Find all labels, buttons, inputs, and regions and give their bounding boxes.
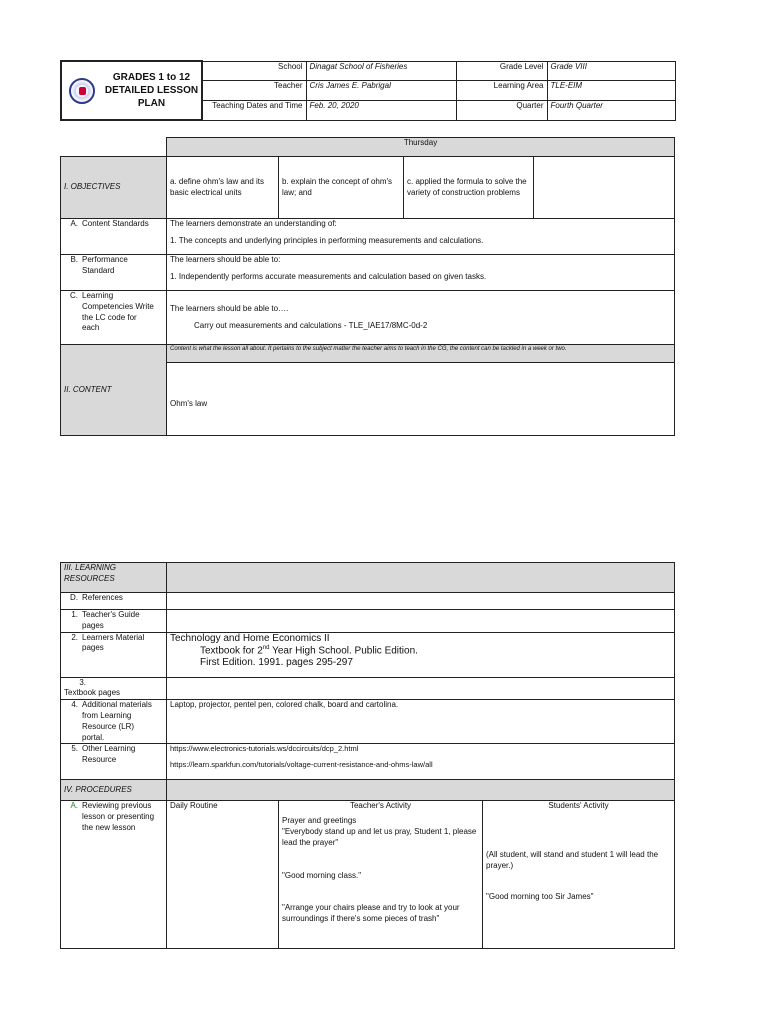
competencies-num: C. [70, 291, 78, 300]
content-note: Content is what the lesson all about. It pertains to the subject matter the teacher aims to teach in the CG, the content can be tackled in a week or two. [167, 345, 675, 363]
am-num: 4. [71, 700, 78, 710]
objective-c: c. applied the formula to solve the variety of construction problems [404, 157, 534, 219]
school-value: Dinagat School of Fisheries [306, 61, 456, 81]
grade-value: Grade VIII [547, 61, 675, 81]
am-label: Additional materials from Learning Resource (LR) portal. [82, 700, 152, 742]
competencies-value [167, 291, 675, 345]
area-value: TLE-EIM [547, 81, 675, 101]
students-activity-cell [483, 801, 675, 949]
objective-b: b. explain the concept of ohm's law; and [279, 157, 404, 219]
procedures-label: IV. PROCEDURES [61, 780, 167, 801]
title-line2: DETAILED LESSON [104, 85, 199, 96]
area-label: Learning Area [456, 81, 547, 101]
performance-value [167, 255, 675, 291]
references-label: References [82, 593, 123, 602]
tb-label: Textbook pages [64, 688, 121, 698]
teacher-label: Teacher [202, 81, 306, 101]
lm-value [167, 632, 675, 677]
prayer-text: "Everybody stand up and let us pray, Student 1, please lead the prayer" [282, 826, 477, 847]
objectives-table [60, 137, 675, 436]
resources-label: III. LEARNING RESOURCES [61, 563, 167, 593]
competencies-line1: The learners should be able to…. [170, 303, 289, 313]
objective-a: a. define ohm's law and its basic electrical units [167, 157, 279, 219]
title-line1: GRADES 1 to 12 [112, 72, 191, 83]
day-header: Thursday [167, 138, 675, 157]
title-line3: PLAN [137, 98, 166, 109]
lm-line2 [170, 645, 671, 657]
review-label: Reviewing previous lesson or presenting the new lesson [82, 801, 155, 832]
prayer-title: Prayer and greetings [282, 816, 357, 826]
am-value: Laptop, projector, pentel pen, colored chalk, board and cartolina. [167, 700, 675, 744]
header-table [60, 60, 676, 121]
lm-line2a: Textbook for 2 [200, 644, 263, 656]
content-standards-value [167, 219, 675, 255]
review-num: A. [70, 801, 78, 811]
tb-value [167, 677, 675, 700]
lm-line3: First Edition. 1991. pages 295-297 [200, 656, 353, 668]
dates-label: Teaching Dates and Time [202, 100, 306, 120]
students-activity-header: Students' Activity [548, 801, 609, 811]
grade-label: Grade Level [456, 61, 547, 81]
tg-value [167, 610, 675, 633]
performance-label: Performance Standard [82, 255, 128, 275]
tg-num: 1. [71, 610, 78, 619]
objectives-label: I. OBJECTIVES [61, 157, 167, 219]
lm-line2b: Year High School. Public Edition. [269, 644, 418, 656]
tb-num: 3. [79, 677, 86, 687]
references-label-cell [61, 593, 167, 610]
ol-link2[interactable]: https://learn.sparkfun.com/tutorials/voltage-current-resistance-and-ohms-law/all [170, 759, 433, 769]
teacher-activity-cell [279, 801, 483, 949]
ol-label-cell [61, 744, 167, 780]
ol-link1[interactable]: https://www.electronics-tutorials.ws/dccircuits/dcp_2.html [170, 744, 359, 754]
teacher-value: Cris James E. Pabrigal [306, 81, 456, 101]
performance-num: B. [70, 255, 78, 264]
good-morning-text: "Good morning class." [282, 870, 362, 880]
daily-routine: Daily Routine [167, 801, 279, 949]
resources-empty [167, 563, 675, 593]
performance-line1: The learners should be able to: [170, 255, 281, 264]
lm-label-cell [61, 632, 167, 677]
quarter-label: Quarter [456, 100, 547, 120]
student-greeting-text: "Good morning too Sir James" [486, 891, 594, 901]
dates-value: Feb. 20, 2020 [306, 100, 456, 120]
tb-label-cell [61, 677, 167, 700]
student-prayer-text: (All student, will stand and student 1 will lead the prayer.) [486, 850, 659, 870]
school-label: School [202, 61, 306, 81]
deped-seal-icon [69, 78, 95, 104]
procedures-empty [167, 780, 675, 801]
competencies-line2: Carry out measurements and calculations - TLE_IAE17/8MC-0d-2 [194, 320, 428, 330]
tg-label-cell [61, 610, 167, 633]
content-standards-line2: 1. The concepts and underlying principles in performing measurements and calculations. [170, 235, 484, 245]
header-title-cell [61, 61, 202, 120]
lm-label: Learners Material pages [82, 632, 145, 653]
references-num: D. [70, 593, 78, 602]
performance-line2: 1. Independently performs accurate measurements and calculation based on given tasks. [170, 271, 487, 281]
objective-empty [534, 157, 675, 219]
content-standards-label-cell [61, 219, 167, 255]
resources-table [60, 562, 675, 949]
arrange-text: "Arrange your chairs please and try to look at your surroundings if there's some pieces of trash" [282, 903, 460, 924]
lm-line1: Technology and Home Economics II [170, 632, 330, 644]
tg-label: Teacher's Guide pages [82, 610, 140, 630]
content-standards-num: A. [70, 219, 78, 228]
quarter-value: Fourth Quarter [547, 100, 675, 120]
am-label-cell [61, 700, 167, 744]
review-label-cell [61, 801, 167, 949]
lm-num: 2. [71, 632, 78, 642]
lm-line2-sup: nd [262, 644, 270, 651]
content-value: Ohm's law [167, 363, 675, 436]
performance-label-cell [61, 255, 167, 291]
competencies-label-cell [61, 291, 167, 345]
content-standards-line1: The learners demonstrate an understanding of: [170, 219, 337, 228]
ol-label: Other Learning Resource [82, 744, 136, 765]
ol-value [167, 744, 675, 780]
references-value [167, 593, 675, 610]
content-label: II. CONTENT [61, 345, 167, 436]
competencies-label: Learning Competencies Write the LC code for each [82, 291, 154, 333]
content-standards-label: Content Standards [82, 219, 149, 228]
teacher-activity-header: Teacher's Activity [349, 801, 412, 811]
ol-num: 5. [71, 744, 78, 754]
